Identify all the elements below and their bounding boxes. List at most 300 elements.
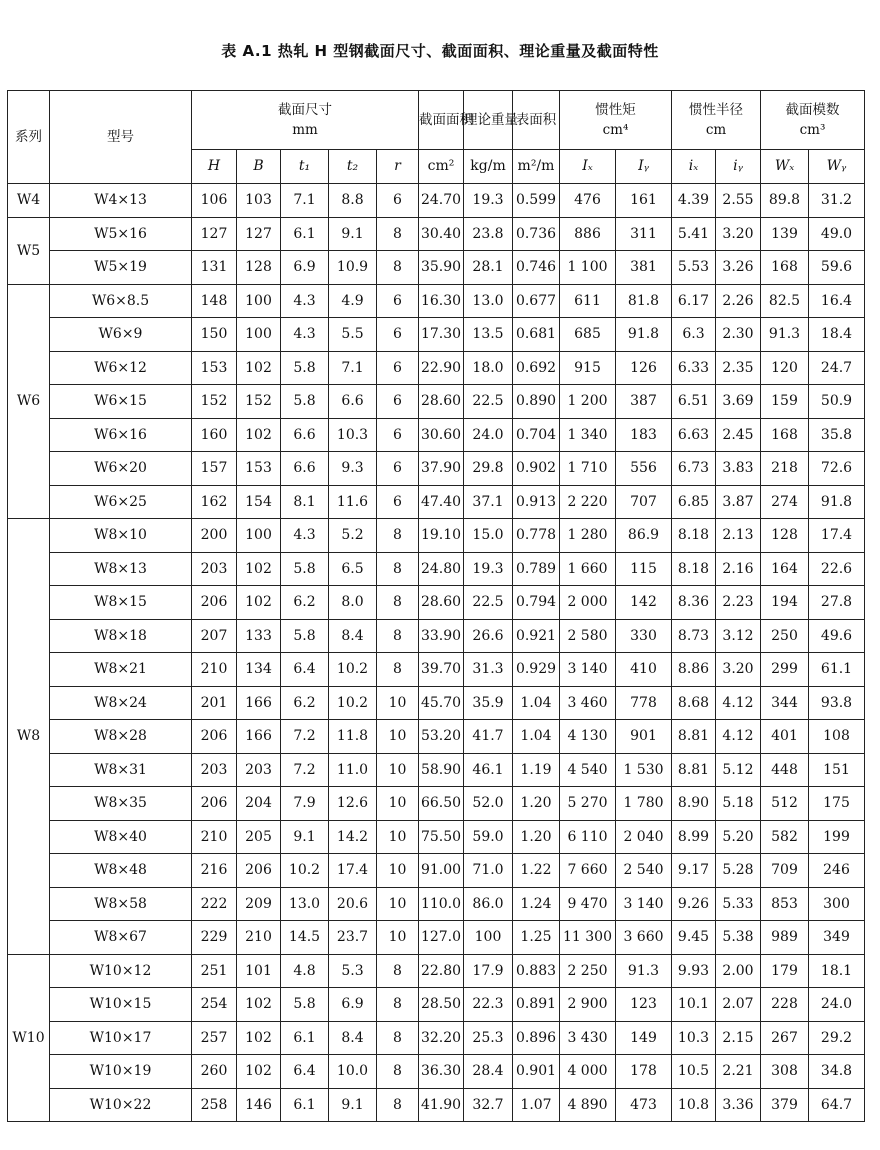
model-cell: W6×8.5: [50, 284, 192, 318]
value-cell: 1 100: [560, 251, 616, 285]
value-cell: 4.3: [281, 284, 329, 318]
value-cell: 381: [616, 251, 672, 285]
value-cell: 0.681: [513, 318, 560, 352]
value-cell: 18.4: [809, 318, 865, 352]
value-cell: 5.28: [716, 854, 761, 888]
value-cell: 91.8: [616, 318, 672, 352]
value-cell: 91.3: [761, 318, 809, 352]
value-cell: 5.20: [716, 820, 761, 854]
page-title: 表 A.1 热轧 H 型钢截面尺寸、截面面积、理论重量及截面特性: [221, 42, 659, 60]
value-cell: 10: [377, 753, 419, 787]
value-cell: 154: [237, 485, 281, 519]
table-row: [8, 988, 865, 1022]
value-cell: 222: [192, 887, 237, 921]
value-cell: 35.8: [809, 418, 865, 452]
value-cell: 3.20: [716, 653, 761, 687]
value-cell: 11 300: [560, 921, 616, 955]
series-cell: W4: [8, 184, 50, 218]
value-cell: 17.30: [419, 318, 464, 352]
value-cell: 41.7: [464, 720, 513, 754]
value-cell: 267: [761, 1021, 809, 1055]
table-row: [8, 753, 865, 787]
table-row: [8, 318, 865, 352]
value-cell: 8: [377, 653, 419, 687]
value-cell: 13.0: [464, 284, 513, 318]
value-cell: 2.15: [716, 1021, 761, 1055]
value-cell: 7.1: [281, 184, 329, 218]
model-cell: W8×28: [50, 720, 192, 754]
value-cell: 2.26: [716, 284, 761, 318]
value-cell: 139: [761, 217, 809, 251]
value-cell: 120: [761, 351, 809, 385]
value-cell: 34.8: [809, 1055, 865, 1089]
value-cell: 17.4: [809, 519, 865, 553]
model-cell: W6×25: [50, 485, 192, 519]
model-cell: W4×13: [50, 184, 192, 218]
value-cell: 2 250: [560, 954, 616, 988]
value-cell: 308: [761, 1055, 809, 1089]
value-cell: 91.00: [419, 854, 464, 888]
value-cell: 150: [192, 318, 237, 352]
value-cell: 146: [237, 1088, 281, 1122]
table-row: [8, 184, 865, 218]
value-cell: 5.8: [281, 552, 329, 586]
value-cell: 18.0: [464, 351, 513, 385]
value-cell: 205: [237, 820, 281, 854]
value-cell: 24.7: [809, 351, 865, 385]
value-cell: 103: [237, 184, 281, 218]
value-cell: 22.6: [809, 552, 865, 586]
header-dims: 截面尺寸 mm: [192, 91, 419, 150]
value-cell: 164: [761, 552, 809, 586]
value-cell: 8: [377, 1088, 419, 1122]
value-cell: 10: [377, 787, 419, 821]
value-cell: 59.0: [464, 820, 513, 854]
value-cell: 250: [761, 619, 809, 653]
table-row: [8, 385, 865, 419]
value-cell: 0.883: [513, 954, 560, 988]
value-cell: 52.0: [464, 787, 513, 821]
value-cell: 6.3: [672, 318, 716, 352]
value-cell: 153: [237, 452, 281, 486]
value-cell: 102: [237, 586, 281, 620]
value-cell: 10: [377, 720, 419, 754]
value-cell: 10.2: [329, 686, 377, 720]
value-cell: 8.81: [672, 753, 716, 787]
value-cell: 11.6: [329, 485, 377, 519]
value-cell: 22.90: [419, 351, 464, 385]
value-cell: 8: [377, 217, 419, 251]
value-cell: 0.677: [513, 284, 560, 318]
value-cell: 5.18: [716, 787, 761, 821]
value-cell: 19.3: [464, 184, 513, 218]
value-cell: 330: [616, 619, 672, 653]
value-cell: 86.0: [464, 887, 513, 921]
value-cell: 2 900: [560, 988, 616, 1022]
value-cell: 260: [192, 1055, 237, 1089]
value-cell: 473: [616, 1088, 672, 1122]
value-cell: 131: [192, 251, 237, 285]
value-cell: 2.30: [716, 318, 761, 352]
header-area: 截面面积: [419, 91, 464, 150]
value-cell: 28.60: [419, 586, 464, 620]
value-cell: 29.2: [809, 1021, 865, 1055]
series-cell: W8: [8, 519, 50, 955]
value-cell: 915: [560, 351, 616, 385]
value-cell: 19.3: [464, 552, 513, 586]
sub-t2: t₂: [329, 150, 377, 184]
value-cell: 6.17: [672, 284, 716, 318]
table-header: [8, 91, 865, 184]
value-cell: 6: [377, 385, 419, 419]
value-cell: 39.70: [419, 653, 464, 687]
value-cell: 102: [237, 552, 281, 586]
value-cell: 10.0: [329, 1055, 377, 1089]
value-cell: 582: [761, 820, 809, 854]
value-cell: 127.0: [419, 921, 464, 955]
value-cell: 100: [464, 921, 513, 955]
value-cell: 102: [237, 1021, 281, 1055]
value-cell: 206: [237, 854, 281, 888]
value-cell: 100: [237, 318, 281, 352]
value-cell: 168: [761, 251, 809, 285]
value-cell: 37.90: [419, 452, 464, 486]
value-cell: 8.18: [672, 519, 716, 553]
value-cell: 6.4: [281, 653, 329, 687]
value-cell: 91.8: [809, 485, 865, 519]
value-cell: 3.26: [716, 251, 761, 285]
value-cell: 8.90: [672, 787, 716, 821]
value-cell: 6.2: [281, 686, 329, 720]
value-cell: 0.901: [513, 1055, 560, 1089]
value-cell: 2 000: [560, 586, 616, 620]
value-cell: 100: [237, 284, 281, 318]
sub-ix: Iₓ: [560, 150, 616, 184]
value-cell: 6: [377, 184, 419, 218]
header-series: 系列: [8, 91, 50, 184]
value-cell: 91.3: [616, 954, 672, 988]
value-cell: 153: [192, 351, 237, 385]
value-cell: 9.17: [672, 854, 716, 888]
value-cell: 349: [809, 921, 865, 955]
value-cell: 8.1: [281, 485, 329, 519]
value-cell: 71.0: [464, 854, 513, 888]
value-cell: 86.9: [616, 519, 672, 553]
table-row: [8, 1088, 865, 1122]
sub-t1: t₁: [281, 150, 329, 184]
value-cell: 5.8: [281, 988, 329, 1022]
value-cell: 9.3: [329, 452, 377, 486]
value-cell: 5.2: [329, 519, 377, 553]
value-cell: 19.10: [419, 519, 464, 553]
value-cell: 0.736: [513, 217, 560, 251]
model-cell: W8×40: [50, 820, 192, 854]
value-cell: 251: [192, 954, 237, 988]
value-cell: 4 890: [560, 1088, 616, 1122]
value-cell: 17.9: [464, 954, 513, 988]
model-cell: W8×13: [50, 552, 192, 586]
model-cell: W8×10: [50, 519, 192, 553]
value-cell: 30.60: [419, 418, 464, 452]
value-cell: 13.5: [464, 318, 513, 352]
value-cell: 53.20: [419, 720, 464, 754]
value-cell: 10.9: [329, 251, 377, 285]
value-cell: 1 780: [616, 787, 672, 821]
value-cell: 4.8: [281, 954, 329, 988]
table-row: [8, 653, 865, 687]
value-cell: 6.33: [672, 351, 716, 385]
value-cell: 2 220: [560, 485, 616, 519]
value-cell: 29.8: [464, 452, 513, 486]
model-cell: W8×24: [50, 686, 192, 720]
value-cell: 75.50: [419, 820, 464, 854]
value-cell: 6: [377, 485, 419, 519]
value-cell: 4.12: [716, 686, 761, 720]
table-row: [8, 686, 865, 720]
value-cell: 14.5: [281, 921, 329, 955]
value-cell: 901: [616, 720, 672, 754]
value-cell: 10.2: [329, 653, 377, 687]
sub-wy: Wᵧ: [809, 150, 865, 184]
value-cell: 93.8: [809, 686, 865, 720]
value-cell: 210: [237, 921, 281, 955]
value-cell: 8: [377, 519, 419, 553]
model-cell: W6×16: [50, 418, 192, 452]
value-cell: 853: [761, 887, 809, 921]
value-cell: 0.789: [513, 552, 560, 586]
value-cell: 1.20: [513, 820, 560, 854]
value-cell: 0.778: [513, 519, 560, 553]
value-cell: 0.902: [513, 452, 560, 486]
value-cell: 32.7: [464, 1088, 513, 1122]
value-cell: 989: [761, 921, 809, 955]
value-cell: 162: [192, 485, 237, 519]
value-cell: 0.890: [513, 385, 560, 419]
value-cell: 49.6: [809, 619, 865, 653]
value-cell: 6.5: [329, 552, 377, 586]
value-cell: 8.86: [672, 653, 716, 687]
value-cell: 3 660: [616, 921, 672, 955]
series-cell: W5: [8, 217, 50, 284]
value-cell: 50.9: [809, 385, 865, 419]
value-cell: 25.3: [464, 1021, 513, 1055]
value-cell: 10.2: [281, 854, 329, 888]
value-cell: 2.21: [716, 1055, 761, 1089]
value-cell: 229: [192, 921, 237, 955]
value-cell: 10.8: [672, 1088, 716, 1122]
value-cell: 41.90: [419, 1088, 464, 1122]
surface-unit: m²/m: [513, 150, 560, 184]
value-cell: 210: [192, 820, 237, 854]
header-radius: 惯性半径 cm: [672, 91, 761, 150]
value-cell: 344: [761, 686, 809, 720]
value-cell: 24.80: [419, 552, 464, 586]
value-cell: 127: [237, 217, 281, 251]
sub-ry: iᵧ: [716, 150, 761, 184]
value-cell: 207: [192, 619, 237, 653]
value-cell: 159: [761, 385, 809, 419]
value-cell: 166: [237, 686, 281, 720]
value-cell: 0.746: [513, 251, 560, 285]
value-cell: 128: [237, 251, 281, 285]
value-cell: 3.87: [716, 485, 761, 519]
value-cell: 152: [237, 385, 281, 419]
model-cell: W5×19: [50, 251, 192, 285]
value-cell: 2 540: [616, 854, 672, 888]
value-cell: 709: [761, 854, 809, 888]
value-cell: 9.93: [672, 954, 716, 988]
header-inertia: 惯性矩 cm⁴: [560, 91, 672, 150]
value-cell: 6: [377, 351, 419, 385]
value-cell: 257: [192, 1021, 237, 1055]
value-cell: 4 130: [560, 720, 616, 754]
value-cell: 6.9: [281, 251, 329, 285]
value-cell: 7 660: [560, 854, 616, 888]
value-cell: 102: [237, 988, 281, 1022]
model-cell: W8×15: [50, 586, 192, 620]
value-cell: 101: [237, 954, 281, 988]
value-cell: 11.0: [329, 753, 377, 787]
value-cell: 6.9: [329, 988, 377, 1022]
value-cell: 8.8: [329, 184, 377, 218]
value-cell: 387: [616, 385, 672, 419]
value-cell: 3 140: [560, 653, 616, 687]
value-cell: 0.891: [513, 988, 560, 1022]
value-cell: 4.3: [281, 519, 329, 553]
h-beam-table: [7, 90, 865, 1122]
table-row: [8, 418, 865, 452]
value-cell: 1.24: [513, 887, 560, 921]
value-cell: 1.20: [513, 787, 560, 821]
value-cell: 3.69: [716, 385, 761, 419]
value-cell: 106: [192, 184, 237, 218]
value-cell: 7.2: [281, 753, 329, 787]
value-cell: 685: [560, 318, 616, 352]
value-cell: 206: [192, 787, 237, 821]
value-cell: 10.3: [672, 1021, 716, 1055]
value-cell: 254: [192, 988, 237, 1022]
value-cell: 778: [616, 686, 672, 720]
value-cell: 8.36: [672, 586, 716, 620]
value-cell: 6: [377, 418, 419, 452]
value-cell: 10.5: [672, 1055, 716, 1089]
value-cell: 127: [192, 217, 237, 251]
value-cell: 2.07: [716, 988, 761, 1022]
value-cell: 8.0: [329, 586, 377, 620]
value-cell: 448: [761, 753, 809, 787]
value-cell: 1 200: [560, 385, 616, 419]
value-cell: 5.5: [329, 318, 377, 352]
value-cell: 151: [809, 753, 865, 787]
value-cell: 4.39: [672, 184, 716, 218]
value-cell: 0.794: [513, 586, 560, 620]
value-cell: 59.6: [809, 251, 865, 285]
value-cell: 15.0: [464, 519, 513, 553]
value-cell: 258: [192, 1088, 237, 1122]
value-cell: 64.7: [809, 1088, 865, 1122]
value-cell: 209: [237, 887, 281, 921]
value-cell: 26.6: [464, 619, 513, 653]
value-cell: 123: [616, 988, 672, 1022]
value-cell: 5.38: [716, 921, 761, 955]
value-cell: 9.26: [672, 887, 716, 921]
value-cell: 58.90: [419, 753, 464, 787]
value-cell: 300: [809, 887, 865, 921]
value-cell: 166: [237, 720, 281, 754]
value-cell: 4 000: [560, 1055, 616, 1089]
value-cell: 35.9: [464, 686, 513, 720]
value-cell: 160: [192, 418, 237, 452]
value-cell: 1.19: [513, 753, 560, 787]
value-cell: 10: [377, 854, 419, 888]
value-cell: 6.1: [281, 1021, 329, 1055]
value-cell: 206: [192, 586, 237, 620]
value-cell: 108: [809, 720, 865, 754]
value-cell: 24.0: [464, 418, 513, 452]
value-cell: 4.3: [281, 318, 329, 352]
model-cell: W10×12: [50, 954, 192, 988]
value-cell: 8.68: [672, 686, 716, 720]
value-cell: 22.80: [419, 954, 464, 988]
value-cell: 35.90: [419, 251, 464, 285]
value-cell: 46.1: [464, 753, 513, 787]
table-row: [8, 1021, 865, 1055]
value-cell: 5.53: [672, 251, 716, 285]
value-cell: 6: [377, 284, 419, 318]
value-cell: 24.70: [419, 184, 464, 218]
value-cell: 0.929: [513, 653, 560, 687]
value-cell: 82.5: [761, 284, 809, 318]
model-cell: W8×58: [50, 887, 192, 921]
value-cell: 22.5: [464, 586, 513, 620]
value-cell: 379: [761, 1088, 809, 1122]
value-cell: 5.8: [281, 351, 329, 385]
value-cell: 311: [616, 217, 672, 251]
value-cell: 246: [809, 854, 865, 888]
value-cell: 6.1: [281, 1088, 329, 1122]
value-cell: 5.33: [716, 887, 761, 921]
value-cell: 9.1: [281, 820, 329, 854]
value-cell: 2.35: [716, 351, 761, 385]
model-cell: W10×19: [50, 1055, 192, 1089]
value-cell: 1 280: [560, 519, 616, 553]
value-cell: 0.704: [513, 418, 560, 452]
value-cell: 30.40: [419, 217, 464, 251]
value-cell: 8.18: [672, 552, 716, 586]
table-row: [8, 854, 865, 888]
value-cell: 102: [237, 351, 281, 385]
header-modulus: 截面模数 cm³: [761, 91, 865, 150]
value-cell: 6.6: [329, 385, 377, 419]
value-cell: 14.2: [329, 820, 377, 854]
model-cell: W10×22: [50, 1088, 192, 1122]
model-cell: W8×18: [50, 619, 192, 653]
value-cell: 274: [761, 485, 809, 519]
value-cell: 61.1: [809, 653, 865, 687]
value-cell: 228: [761, 988, 809, 1022]
value-cell: 6.63: [672, 418, 716, 452]
value-cell: 5.8: [281, 385, 329, 419]
value-cell: 6.51: [672, 385, 716, 419]
value-cell: 32.20: [419, 1021, 464, 1055]
model-cell: W5×16: [50, 217, 192, 251]
value-cell: 1.07: [513, 1088, 560, 1122]
value-cell: 3 140: [616, 887, 672, 921]
value-cell: 10: [377, 921, 419, 955]
value-cell: 10.3: [329, 418, 377, 452]
sub-b: B: [237, 150, 281, 184]
value-cell: 3 460: [560, 686, 616, 720]
